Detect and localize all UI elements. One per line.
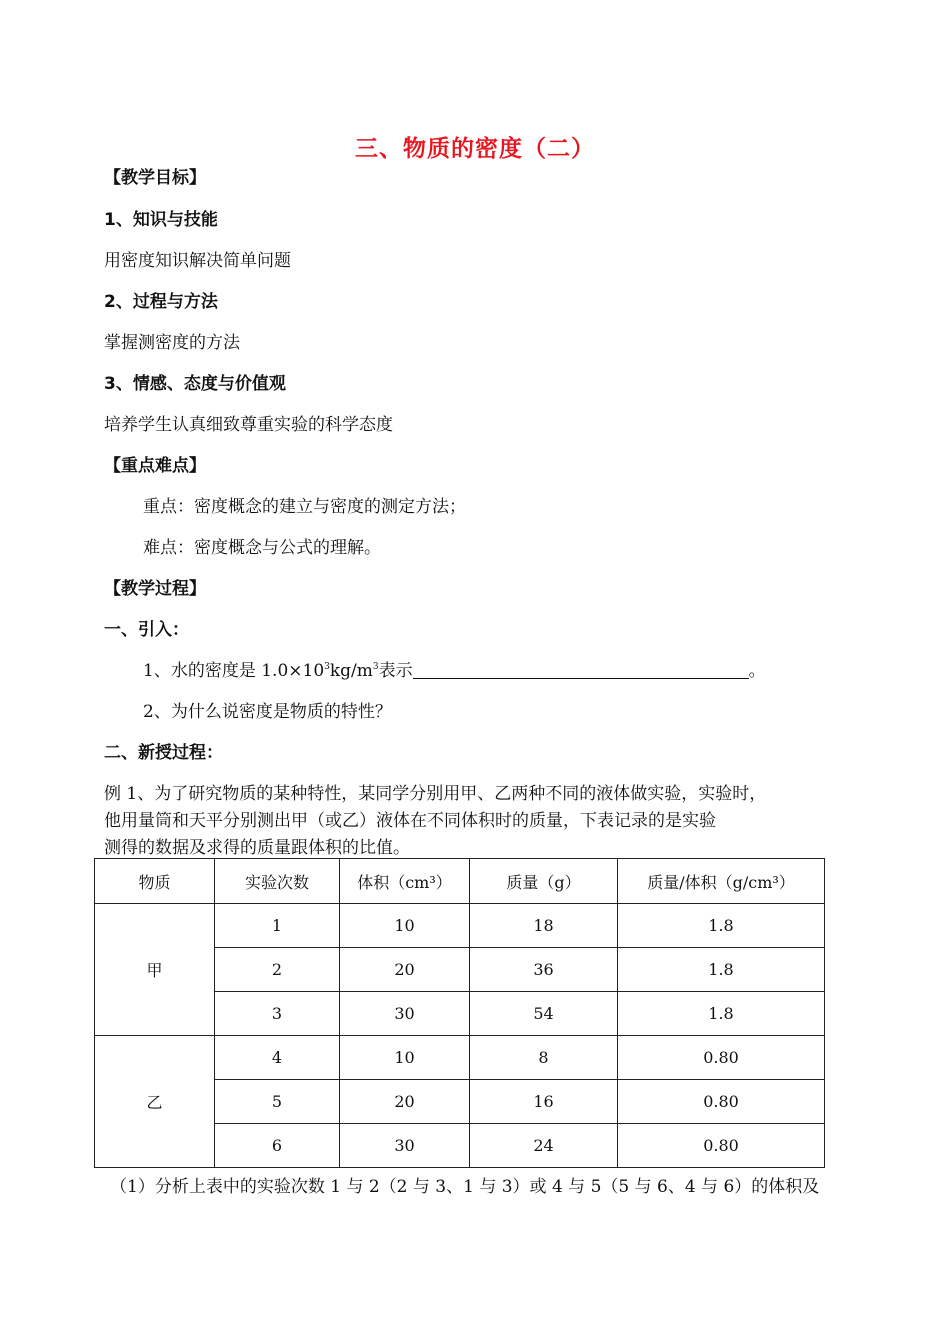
table-cell: 0.80	[618, 1080, 825, 1124]
substance-cell: 甲	[95, 904, 215, 1036]
header-volume: 体积（cm³）	[340, 859, 470, 904]
objective-2-heading: 2、过程与方法	[104, 292, 218, 312]
header-substance: 物质	[95, 859, 215, 904]
objective-1-heading: 1、知识与技能	[104, 210, 218, 230]
table-cell: 18	[470, 904, 618, 948]
q1-prefix: 1、水的密度是 1.0×10	[143, 661, 325, 681]
table-cell: 0.80	[618, 1124, 825, 1168]
table-cell: 10	[340, 904, 470, 948]
process-heading: 【教学过程】	[104, 579, 206, 599]
table-cell: 1.8	[618, 992, 825, 1036]
substance-cell: 乙	[95, 1036, 215, 1168]
table-cell: 1.8	[618, 948, 825, 992]
header-trial: 实验次数	[215, 859, 340, 904]
table-row	[95, 904, 825, 948]
q1-unit-exponent: 3	[372, 662, 379, 672]
intro-question-2: 2、为什么说密度是物质的特性？	[143, 702, 392, 722]
table-header-row	[95, 859, 825, 904]
table-cell: 10	[340, 1036, 470, 1080]
table-row	[95, 1036, 825, 1080]
new-lesson-heading: 二、新授过程：	[104, 743, 223, 763]
key-point-text: 重点：密度概念的建立与密度的测定方法；	[143, 497, 466, 517]
q1-suffix: 表示	[378, 661, 413, 681]
table-cell: 1.8	[618, 904, 825, 948]
table-cell: 30	[340, 992, 470, 1036]
question-1-text: （1）分析上表中的实验次数 1 与 2（2 与 3、1 与 3）或 4 与 5（5 与 6、4 与 6）的体积及	[110, 1177, 820, 1197]
difficult-point-text: 难点：密度概念与公式的理解。	[143, 538, 381, 558]
table-cell: 2	[215, 948, 340, 992]
objectives-heading: 【教学目标】	[104, 168, 206, 188]
table-cell: 5	[215, 1080, 340, 1124]
objective-3-heading: 3、情感、态度与价值观	[104, 374, 286, 394]
table-cell: 0.80	[618, 1036, 825, 1080]
answer-blank	[413, 661, 749, 679]
q1-end: 。	[748, 661, 766, 681]
intro-heading: 一、引入：	[104, 620, 189, 640]
header-mass: 质量（g）	[470, 859, 618, 904]
table-cell: 16	[470, 1080, 618, 1124]
example-line-2: 他用量筒和天平分别测出甲（或乙）液体在不同体积时的质量，下表记录的是实验	[104, 811, 716, 831]
data-table	[94, 858, 825, 1168]
q1-unit: kg/m	[329, 661, 373, 681]
table-cell: 36	[470, 948, 618, 992]
table-cell: 4	[215, 1036, 340, 1080]
objective-3-text: 培养学生认真细致尊重实验的科学态度	[104, 415, 393, 435]
table-cell: 24	[470, 1124, 618, 1168]
key-points-heading: 【重点难点】	[104, 456, 206, 476]
table-cell: 20	[340, 1080, 470, 1124]
objective-1-text: 用密度知识解决简单问题	[104, 251, 291, 271]
table-cell: 20	[340, 948, 470, 992]
header-ratio: 质量/体积（g/cm³）	[618, 859, 825, 904]
example-line-1: 例 1、为了研究物质的某种特性，某同学分别用甲、乙两种不同的液体做实验，实验时，	[104, 784, 767, 804]
table-cell: 30	[340, 1124, 470, 1168]
table-cell: 1	[215, 904, 340, 948]
table-cell: 54	[470, 992, 618, 1036]
q1-exponent: 3	[324, 662, 330, 672]
table-cell: 8	[470, 1036, 618, 1080]
page-title: 三、物质的密度（二）	[355, 136, 595, 162]
objective-2-text: 掌握测密度的方法	[104, 333, 240, 353]
table-cell: 3	[215, 992, 340, 1036]
table-cell: 6	[215, 1124, 340, 1168]
intro-question-1	[143, 656, 766, 681]
example-line-3: 测得的数据及求得的质量跟体积的比值。	[104, 838, 410, 858]
